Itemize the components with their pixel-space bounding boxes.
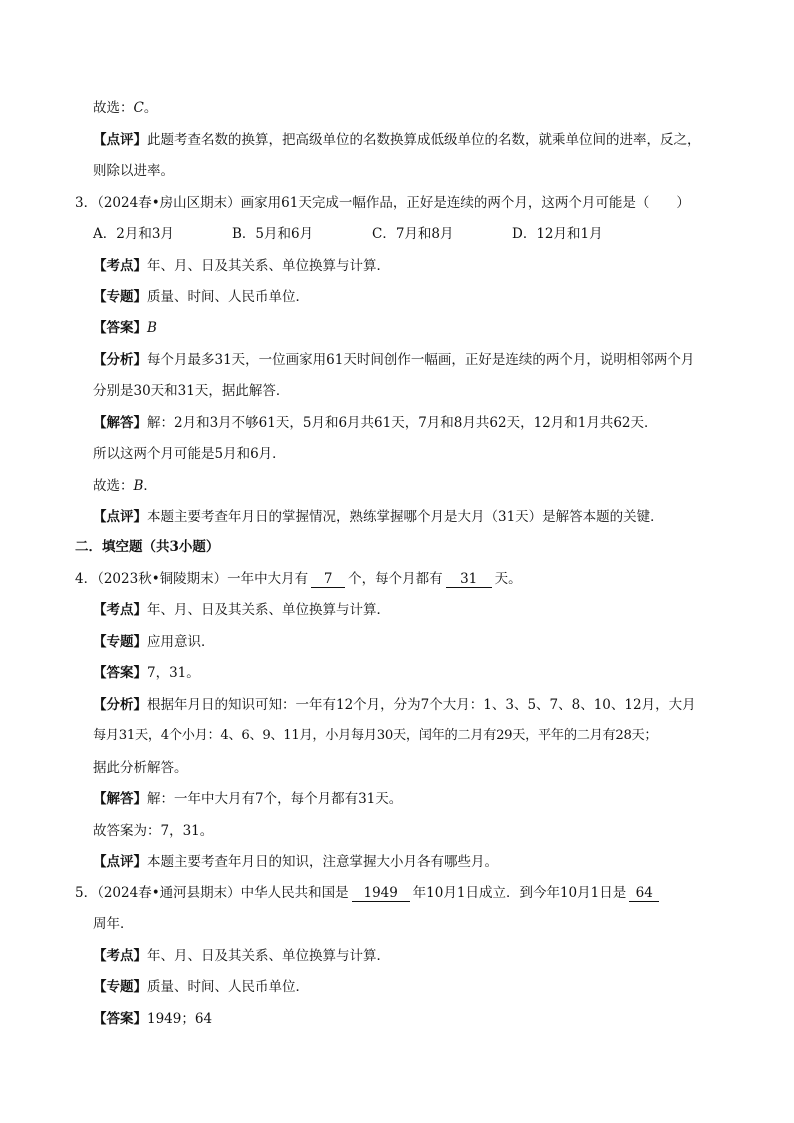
kaodian-text: 年、月、日及其关系、单位换算与计算．: [147, 948, 390, 964]
choice-label: 故选：: [93, 100, 134, 116]
q3-kaodian: [93, 256, 724, 276]
analysis-tag: 【分析】: [93, 352, 147, 368]
question-number: 5．: [75, 885, 98, 901]
zhuanti-tag: 【专题】: [93, 979, 147, 995]
answer-blank: 31: [446, 571, 492, 588]
prev-choice-line: [93, 98, 724, 118]
option-a: A．2月和3月: [93, 226, 174, 242]
prev-comment-line-2: [93, 161, 724, 181]
zhuanti-text: 质量、时间、人民币单位．: [147, 979, 309, 995]
choice-value: C: [133, 100, 144, 116]
zhuanti-tag: 【专题】: [93, 634, 147, 650]
comment-tag: 【点评】: [93, 132, 147, 148]
q4-answer: [93, 663, 724, 683]
q3-analysis-2: [93, 381, 724, 401]
q4-question: [75, 569, 724, 589]
solution-text: 解：2月和3月不够61天，5月和6月共61天，7月和8月共62天，12月和1月共62天．: [147, 415, 658, 431]
q3-zhuanti: [93, 287, 724, 307]
q5-answer: [93, 1009, 724, 1029]
question-text: （2023秋•铜陵期末）一年中大月有: [97, 571, 309, 587]
kaodian-text: 年、月、日及其关系、单位换算与计算．: [147, 602, 390, 618]
option-d: D．12月和1月: [512, 226, 603, 242]
q3-analysis: [93, 350, 724, 370]
q5-question-2: [93, 914, 724, 934]
q3-comment: [93, 507, 724, 527]
analysis-tag: 【分析】: [93, 697, 147, 713]
comment-tag: 【点评】: [93, 509, 147, 525]
q3-answer: [93, 318, 724, 338]
option-b: B．5月和6月: [232, 226, 314, 242]
analysis-text: 分别是30天和31天，据此解答．: [93, 383, 290, 399]
kaodian-text: 年、月、日及其关系、单位换算与计算．: [147, 258, 390, 274]
question-text: 周年．: [93, 916, 134, 932]
option-c: C．7月和8月: [372, 226, 454, 242]
prev-comment-line: [93, 130, 724, 150]
solution-tag: 【解答】: [93, 415, 147, 431]
q5-kaodian: [93, 946, 724, 966]
question-number: 3．: [75, 195, 98, 211]
answer-tag: 【答案】: [93, 665, 147, 681]
choice-label: 故选：: [93, 478, 134, 494]
question-text: 天。: [494, 571, 522, 587]
q5-question: [75, 883, 724, 903]
zhuanti-text: 质量、时间、人民币单位．: [147, 289, 309, 305]
question-text: （2024春•通河县期末）中华人民共和国是: [97, 885, 349, 901]
section-title: 二．填空题（共3小题）: [75, 539, 220, 555]
answer-blank: 1949: [352, 885, 410, 902]
answer-blank: 7: [311, 571, 345, 588]
kaodian-tag: 【考点】: [93, 602, 147, 618]
comment-tag: 【点评】: [93, 854, 147, 870]
kaodian-tag: 【考点】: [93, 258, 147, 274]
answer-text: 7，31。: [147, 665, 200, 681]
comment-text: 本题主要考查年月日的掌握情况，熟练掌握哪个月是大月（31天）是解答本题的关键．: [147, 509, 664, 525]
q4-zhuanti: [93, 632, 724, 652]
comment-text: 本题主要考查年月日的知识，注意掌握大小月各有哪些月。: [147, 854, 498, 870]
q4-analysis: [93, 695, 724, 715]
q5-zhuanti: [93, 977, 724, 997]
q4-analysis-3: [93, 758, 724, 778]
q3-solution-2: [93, 444, 724, 464]
answer-text: 1949；64: [147, 1011, 213, 1027]
answer-tag: 【答案】: [93, 320, 147, 336]
comment-text: 此题考查名数的换算，把高级单位的名数换算成低级单位的名数，就乘单位间的进率，反之，: [147, 132, 701, 148]
q4-comment: [93, 852, 724, 872]
zhuanti-text: 应用意识．: [147, 634, 215, 650]
choice-suffix: 。: [143, 100, 158, 116]
comment-text: 则除以进率。: [93, 163, 174, 179]
solution-tag: 【解答】: [93, 791, 147, 807]
choice-value: B: [133, 478, 144, 494]
q4-analysis-2: [93, 726, 724, 746]
solution-text: 所以这两个月可能是5月和6月．: [93, 446, 286, 462]
question-text: 年10月1日成立．到今年10月1日是: [412, 885, 627, 901]
answer-tag: 【答案】: [93, 1011, 147, 1027]
q4-final: [93, 821, 724, 841]
question-text: （2024春•房山区期末）画家用61天完成一幅作品，正好是连续的两个月，这两个月可能是（ ）: [97, 195, 690, 211]
question-number: 4．: [75, 571, 98, 587]
analysis-text: 据此分析解答。: [93, 760, 188, 776]
q4-solution: [93, 789, 724, 809]
analysis-text: 根据年月日的知识可知：一年有12个月，分为7个大月：1、3、5、7、8、10、12月，大月: [147, 697, 696, 713]
answer-text: B: [147, 320, 157, 336]
choice-suffix: ．: [143, 478, 157, 494]
q3-solution: [93, 413, 724, 433]
q3-question: [75, 193, 724, 213]
q3-choice: [93, 476, 724, 496]
analysis-text: 每个月最多31天，一位画家用61天时间创作一幅画，正好是连续的两个月，说明相邻两个月: [147, 352, 695, 368]
question-text: 个，每个月都有: [348, 571, 443, 587]
solution-text: 解：一年中大月有7个，每个月都有31天。: [147, 791, 403, 807]
answer-blank: 64: [629, 885, 659, 902]
q4-kaodian: [93, 600, 724, 620]
analysis-text: 每月31天，4个小月：4、6、9、11月，小月每月30天，闰年的二月有29天，平年的二月有28天；: [93, 728, 658, 743]
kaodian-tag: 【考点】: [93, 948, 147, 964]
zhuanti-tag: 【专题】: [93, 289, 147, 305]
final-answer: 故答案为：7，31。: [93, 823, 214, 839]
q3-options: [93, 224, 724, 244]
